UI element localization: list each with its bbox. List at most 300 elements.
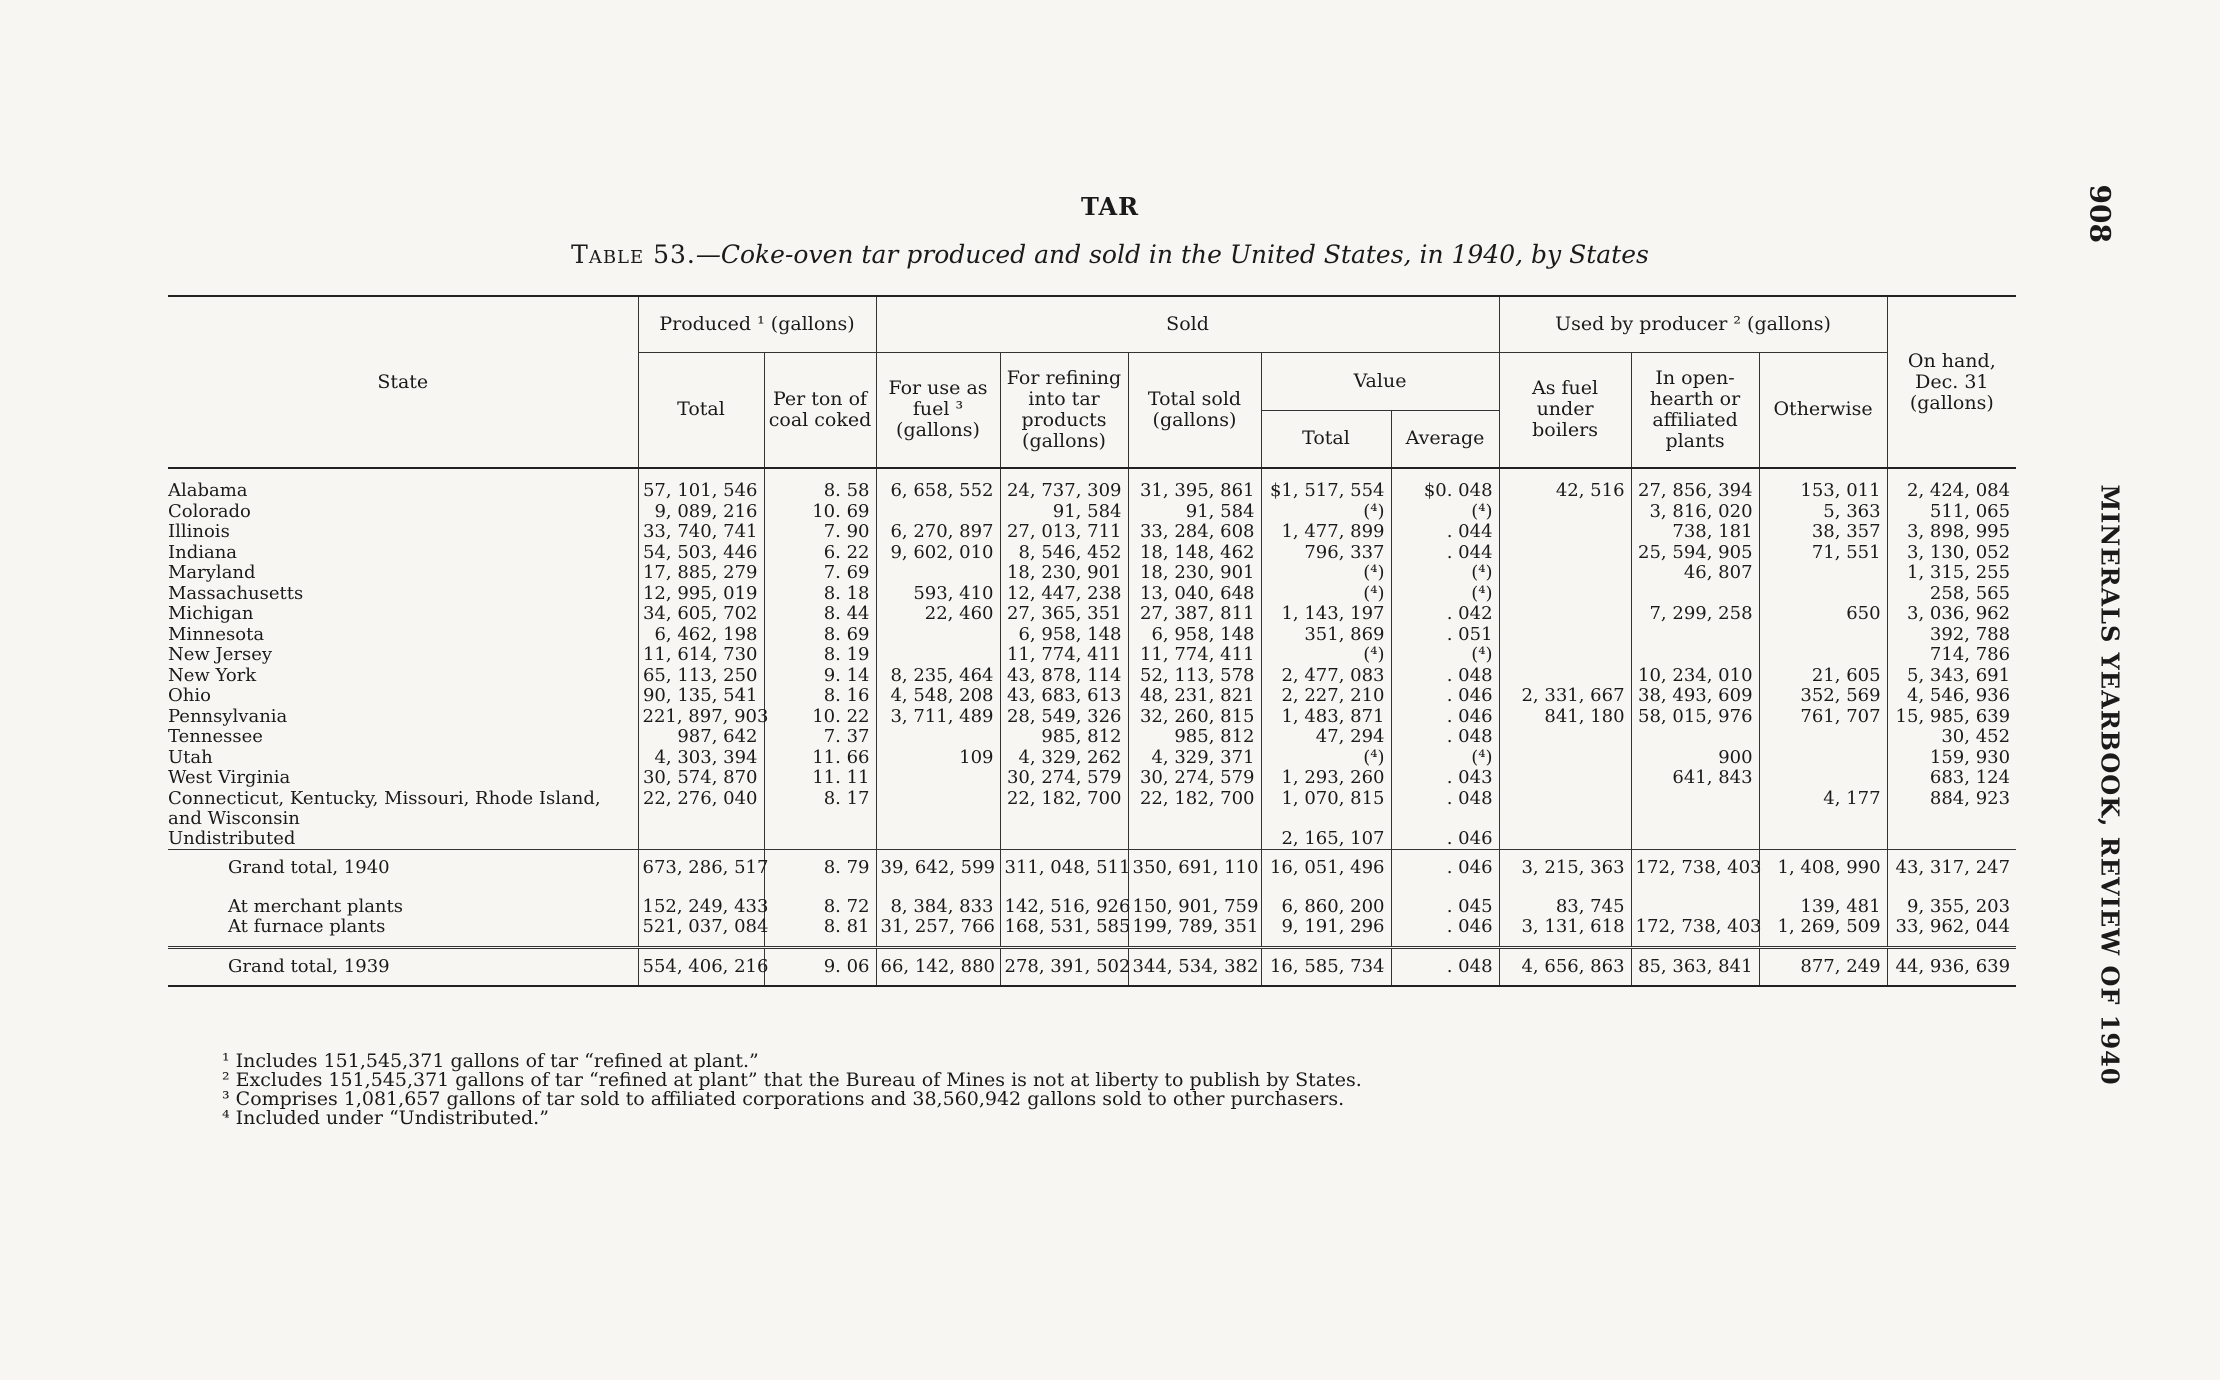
state-cell: Tennessee <box>168 727 263 747</box>
cell-open-hearth: 46, 807 <box>1631 563 1759 584</box>
header-for-fuel: For use as fuel ³ (gallons) <box>876 352 1000 468</box>
cell-fuel <box>876 645 1000 666</box>
state-cell: Ohio <box>168 686 211 706</box>
cell-as-fuel: 42, 516 <box>1499 468 1631 502</box>
cell-per-ton: 7. 37 <box>764 727 876 748</box>
running-title: MINERALS YEARBOOK, REVIEW OF 1940 <box>2095 484 2125 1086</box>
cell-otherwise: 38, 357 <box>1759 522 1887 543</box>
table-container <box>168 295 2016 987</box>
header-value-total: Total <box>1261 410 1391 468</box>
header-as-fuel: As fuel under boilers <box>1499 352 1631 468</box>
table-row <box>168 707 2016 728</box>
cell-otherwise <box>1759 645 1887 666</box>
table-row <box>168 686 2016 707</box>
cell-total-sold: 22, 182, 700 <box>1128 789 1261 829</box>
cell-as-fuel <box>1499 543 1631 564</box>
cell-refining: 27, 013, 711 <box>1000 522 1128 543</box>
state-cell: At furnace plants <box>228 917 386 937</box>
cell-value-total: 1, 143, 197 <box>1261 604 1391 625</box>
cell-fuel: 8, 235, 464 <box>876 666 1000 687</box>
cell-on-hand: 3, 130, 052 <box>1887 543 2016 564</box>
cell-refining: 12, 447, 238 <box>1000 584 1128 605</box>
cell-refining: 311, 048, 511 <box>1000 850 1128 887</box>
cell-open-hearth: 38, 493, 609 <box>1631 686 1759 707</box>
table-row <box>168 768 2016 789</box>
cell-open-hearth: 85, 363, 841 <box>1631 947 1759 986</box>
cell-value-total: 2, 227, 210 <box>1261 686 1391 707</box>
cell-value-average: . 045 <box>1391 887 1499 918</box>
header-per-ton: Per ton of coal coked <box>764 352 876 468</box>
cell-on-hand: 33, 962, 044 <box>1887 917 2016 947</box>
table-row <box>168 563 2016 584</box>
cell-refining: 8, 546, 452 <box>1000 543 1128 564</box>
cell-total: 6, 462, 198 <box>638 625 764 646</box>
cell-value-average: . 046 <box>1391 686 1499 707</box>
cell-value-average: . 042 <box>1391 604 1499 625</box>
cell-otherwise <box>1759 727 1887 748</box>
cell-as-fuel: 841, 180 <box>1499 707 1631 728</box>
state-cell: Maryland <box>168 563 256 583</box>
cell-on-hand: 884, 923 <box>1887 789 2016 829</box>
cell-value-total: 1, 483, 871 <box>1261 707 1391 728</box>
header-used-by-producer: Used by producer ² (gallons) <box>1499 296 1887 352</box>
cell-as-fuel <box>1499 789 1631 829</box>
cell-on-hand: 3, 036, 962 <box>1887 604 2016 625</box>
cell-fuel <box>876 789 1000 829</box>
cell-as-fuel: 2, 331, 667 <box>1499 686 1631 707</box>
cell-per-ton: 11. 66 <box>764 748 876 769</box>
cell-total-sold: 344, 534, 382 <box>1128 947 1261 986</box>
cell-otherwise: 4, 177 <box>1759 789 1887 829</box>
cell-per-ton: 9. 14 <box>764 666 876 687</box>
cell-open-hearth <box>1631 625 1759 646</box>
cell-value-total: 2, 165, 107 <box>1261 829 1391 850</box>
cell-as-fuel <box>1499 748 1631 769</box>
state-cell: Connecticut, Kentucky, Missouri, Rhode Island, and Wisconsin <box>168 788 601 829</box>
cell-total: 90, 135, 541 <box>638 686 764 707</box>
cell-on-hand: 44, 936, 639 <box>1887 947 2016 986</box>
cell-fuel <box>876 563 1000 584</box>
cell-on-hand: 258, 565 <box>1887 584 2016 605</box>
page-header: TAR <box>1080 192 1140 221</box>
footnote-1: ¹ Includes 151,545,371 gallons of tar “refined at plant.” <box>222 1050 759 1072</box>
cell-total: 4, 303, 394 <box>638 748 764 769</box>
cell-otherwise <box>1759 748 1887 769</box>
state-cell: At merchant plants <box>228 895 403 917</box>
cell-fuel <box>876 768 1000 789</box>
cell-total: 673, 286, 517 <box>638 850 764 887</box>
cell-value-average: $0. 048 <box>1391 468 1499 502</box>
cell-fuel <box>876 727 1000 748</box>
cell-value-average: . 046 <box>1391 829 1499 850</box>
state-cell: Indiana <box>168 542 238 563</box>
cell-value-average: (⁴) <box>1391 502 1499 523</box>
cell-refining: 24, 737, 309 <box>1000 468 1128 502</box>
cell-per-ton: 8. 58 <box>764 468 876 502</box>
cell-total: 11, 614, 730 <box>638 645 764 666</box>
cell-total-sold: 4, 329, 371 <box>1128 748 1261 769</box>
cell-per-ton <box>764 829 876 850</box>
cell-total-sold <box>1128 829 1261 850</box>
cell-on-hand: 15, 985, 639 <box>1887 707 2016 728</box>
cell-fuel: 6, 658, 552 <box>876 468 1000 502</box>
cell-open-hearth <box>1631 645 1759 666</box>
cell-on-hand <box>1887 829 2016 850</box>
cell-total: 34, 605, 702 <box>638 604 764 625</box>
cell-per-ton: 8. 69 <box>764 625 876 646</box>
state-cell: Alabama <box>168 480 248 501</box>
footnote-4: ⁴ Included under “Undistributed.” <box>222 1107 549 1129</box>
cell-total: 57, 101, 546 <box>638 468 764 502</box>
merchant-plants-row <box>168 887 2016 918</box>
table-row <box>168 584 2016 605</box>
cell-per-ton: 10. 22 <box>764 707 876 728</box>
cell-otherwise <box>1759 563 1887 584</box>
grand-total-1940-row <box>168 850 2016 887</box>
cell-open-hearth: 7, 299, 258 <box>1631 604 1759 625</box>
cell-open-hearth <box>1631 887 1759 918</box>
cell-open-hearth: 900 <box>1631 748 1759 769</box>
cell-total-sold: 48, 231, 821 <box>1128 686 1261 707</box>
cell-as-fuel <box>1499 727 1631 748</box>
cell-value-total: 2, 477, 083 <box>1261 666 1391 687</box>
cell-fuel: 22, 460 <box>876 604 1000 625</box>
cell-total-sold: 13, 040, 648 <box>1128 584 1261 605</box>
cell-as-fuel <box>1499 563 1631 584</box>
cell-value-total: (⁴) <box>1261 645 1391 666</box>
cell-value-average: . 046 <box>1391 850 1499 887</box>
cell-value-average: . 048 <box>1391 789 1499 829</box>
cell-total-sold: 985, 812 <box>1128 727 1261 748</box>
cell-otherwise: 5, 363 <box>1759 502 1887 523</box>
cell-value-total: 6, 860, 200 <box>1261 887 1391 918</box>
cell-otherwise: 71, 551 <box>1759 543 1887 564</box>
cell-total: 17, 885, 279 <box>638 563 764 584</box>
table-row <box>168 829 2016 850</box>
cell-value-total: 9, 191, 296 <box>1261 917 1391 947</box>
cell-per-ton: 8. 81 <box>764 917 876 947</box>
cell-value-average: . 046 <box>1391 707 1499 728</box>
cell-total-sold: 350, 691, 110 <box>1128 850 1261 887</box>
header-produced: Produced ¹ (gallons) <box>638 296 876 352</box>
table-row <box>168 468 2016 502</box>
cell-open-hearth <box>1631 727 1759 748</box>
furnace-plants-row <box>168 917 2016 947</box>
cell-otherwise: 650 <box>1759 604 1887 625</box>
cell-value-average: . 048 <box>1391 947 1499 986</box>
cell-otherwise: 1, 408, 990 <box>1759 850 1887 887</box>
table-row <box>168 748 2016 769</box>
cell-fuel: 39, 642, 599 <box>876 850 1000 887</box>
state-cell: Minnesota <box>168 624 265 645</box>
cell-as-fuel <box>1499 604 1631 625</box>
table-caption <box>0 240 2220 269</box>
cell-otherwise <box>1759 829 1887 850</box>
cell-open-hearth <box>1631 584 1759 605</box>
cell-fuel: 8, 384, 833 <box>876 887 1000 918</box>
cell-value-total: 1, 293, 260 <box>1261 768 1391 789</box>
cell-fuel: 4, 548, 208 <box>876 686 1000 707</box>
cell-on-hand: 392, 788 <box>1887 625 2016 646</box>
cell-value-average: . 051 <box>1391 625 1499 646</box>
cell-refining: 6, 958, 148 <box>1000 625 1128 646</box>
cell-fuel <box>876 829 1000 850</box>
cell-otherwise: 761, 707 <box>1759 707 1887 728</box>
header-value: Value <box>1261 352 1499 410</box>
state-cell: Colorado <box>168 501 251 522</box>
cell-value-average: (⁴) <box>1391 645 1499 666</box>
cell-per-ton: 8. 17 <box>764 789 876 829</box>
cell-total: 221, 897, 903 <box>638 707 764 728</box>
cell-on-hand: 714, 786 <box>1887 645 2016 666</box>
header-produced-total: Total <box>638 352 764 468</box>
cell-open-hearth <box>1631 829 1759 850</box>
cell-total: 12, 995, 019 <box>638 584 764 605</box>
cell-as-fuel: 3, 215, 363 <box>1499 850 1631 887</box>
cell-value-average: . 043 <box>1391 768 1499 789</box>
state-cell: Illinois <box>168 522 230 542</box>
cell-total-sold: 18, 230, 901 <box>1128 563 1261 584</box>
cell-total-sold: 31, 395, 861 <box>1128 468 1261 502</box>
cell-as-fuel <box>1499 502 1631 523</box>
state-cell: Pennsylvania <box>168 706 288 727</box>
header-state: State <box>168 296 638 468</box>
table-row <box>168 604 2016 625</box>
table-body <box>168 468 2016 986</box>
cell-on-hand: 9, 355, 203 <box>1887 887 2016 918</box>
cell-total <box>638 829 764 850</box>
cell-open-hearth: 3, 816, 020 <box>1631 502 1759 523</box>
table-row <box>168 645 2016 666</box>
cell-total-sold: 6, 958, 148 <box>1128 625 1261 646</box>
cell-otherwise <box>1759 584 1887 605</box>
cell-fuel: 31, 257, 766 <box>876 917 1000 947</box>
header-on-hand: On hand, Dec. 31 (gallons) <box>1887 296 2016 468</box>
cell-total: 33, 740, 741 <box>638 522 764 543</box>
header-otherwise: Otherwise <box>1759 352 1887 468</box>
coke-oven-tar-table <box>168 295 2016 987</box>
header-value-average: Average <box>1391 410 1499 468</box>
cell-per-ton: 10. 69 <box>764 502 876 523</box>
footnote-3: ³ Comprises 1,081,657 gallons of tar sold to affiliated corporations and 38,560,942 gallons sold to other purchasers. <box>222 1088 1345 1110</box>
cell-total-sold: 27, 387, 811 <box>1128 604 1261 625</box>
cell-otherwise: 877, 249 <box>1759 947 1887 986</box>
cell-fuel: 6, 270, 897 <box>876 522 1000 543</box>
cell-refining: 30, 274, 579 <box>1000 768 1128 789</box>
cell-as-fuel <box>1499 768 1631 789</box>
cell-value-total: (⁴) <box>1261 563 1391 584</box>
cell-total: 152, 249, 433 <box>638 887 764 918</box>
cell-total-sold: 33, 284, 608 <box>1128 522 1261 543</box>
cell-open-hearth: 738, 181 <box>1631 522 1759 543</box>
cell-value-average: . 048 <box>1391 666 1499 687</box>
state-cell: Grand total, 1940 <box>168 850 638 887</box>
cell-open-hearth: 25, 594, 905 <box>1631 543 1759 564</box>
cell-on-hand: 30, 452 <box>1887 727 2016 748</box>
cell-total-sold: 30, 274, 579 <box>1128 768 1261 789</box>
cell-open-hearth <box>1631 789 1759 829</box>
cell-total: 9, 089, 216 <box>638 502 764 523</box>
cell-value-average: . 046 <box>1391 917 1499 947</box>
cell-refining: 168, 531, 585 <box>1000 917 1128 947</box>
cell-refining: 985, 812 <box>1000 727 1128 748</box>
table-row <box>168 789 2016 829</box>
cell-value-total: 16, 585, 734 <box>1261 947 1391 986</box>
cell-refining: 278, 391, 502 <box>1000 947 1128 986</box>
cell-on-hand: 2, 424, 084 <box>1887 468 2016 502</box>
state-cell: New York <box>168 665 257 686</box>
cell-value-total: 796, 337 <box>1261 543 1391 564</box>
cell-total: 554, 406, 216 <box>638 947 764 986</box>
footnote-2: ² Excludes 151,545,371 gallons of tar “refined at plant” that the Bureau of Mines is not at liberty to publish by States. <box>222 1069 1362 1091</box>
cell-total-sold: 11, 774, 411 <box>1128 645 1261 666</box>
table-row <box>168 727 2016 748</box>
cell-per-ton: 11. 11 <box>764 768 876 789</box>
cell-refining: 11, 774, 411 <box>1000 645 1128 666</box>
cell-as-fuel <box>1499 625 1631 646</box>
cell-on-hand: 43, 317, 247 <box>1887 850 2016 887</box>
cell-as-fuel <box>1499 584 1631 605</box>
cell-value-total: 1, 070, 815 <box>1261 789 1391 829</box>
table-label: Table 53. <box>571 240 696 269</box>
cell-value-average: . 044 <box>1391 543 1499 564</box>
cell-total: 65, 113, 250 <box>638 666 764 687</box>
cell-open-hearth: 641, 843 <box>1631 768 1759 789</box>
cell-value-total: (⁴) <box>1261 502 1391 523</box>
cell-total-sold: 199, 789, 351 <box>1128 917 1261 947</box>
cell-open-hearth: 172, 738, 403 <box>1631 917 1759 947</box>
cell-total: 987, 642 <box>638 727 764 748</box>
cell-refining: 4, 329, 262 <box>1000 748 1128 769</box>
cell-otherwise <box>1759 625 1887 646</box>
page-number: 908 <box>2083 184 2117 243</box>
cell-open-hearth: 58, 015, 976 <box>1631 707 1759 728</box>
cell-total-sold: 18, 148, 462 <box>1128 543 1261 564</box>
cell-otherwise: 21, 605 <box>1759 666 1887 687</box>
header-total-sold: Total sold (gallons) <box>1128 352 1261 468</box>
state-cell: West Virginia <box>168 768 291 788</box>
cell-otherwise: 1, 269, 509 <box>1759 917 1887 947</box>
cell-total: 54, 503, 446 <box>638 543 764 564</box>
cell-as-fuel <box>1499 829 1631 850</box>
cell-open-hearth: 10, 234, 010 <box>1631 666 1759 687</box>
cell-per-ton: 6. 22 <box>764 543 876 564</box>
cell-per-ton: 7. 90 <box>764 522 876 543</box>
state-cell: Undistributed <box>168 828 296 849</box>
cell-on-hand: 3, 898, 995 <box>1887 522 2016 543</box>
cell-refining: 91, 584 <box>1000 502 1128 523</box>
cell-value-average: (⁴) <box>1391 584 1499 605</box>
cell-refining: 18, 230, 901 <box>1000 563 1128 584</box>
cell-value-total: (⁴) <box>1261 748 1391 769</box>
cell-per-ton: 8. 18 <box>764 584 876 605</box>
cell-per-ton: 8. 44 <box>764 604 876 625</box>
cell-total-sold: 52, 113, 578 <box>1128 666 1261 687</box>
cell-value-average: (⁴) <box>1391 563 1499 584</box>
cell-as-fuel <box>1499 666 1631 687</box>
cell-per-ton: 8. 79 <box>764 850 876 887</box>
grand-total-1939-row <box>168 947 2016 986</box>
cell-refining: 43, 878, 114 <box>1000 666 1128 687</box>
table-row <box>168 522 2016 543</box>
cell-otherwise: 153, 011 <box>1759 468 1887 502</box>
cell-fuel: 109 <box>876 748 1000 769</box>
state-cell: Michigan <box>168 604 254 624</box>
cell-per-ton: 8. 72 <box>764 887 876 918</box>
cell-refining: 27, 365, 351 <box>1000 604 1128 625</box>
cell-as-fuel: 83, 745 <box>1499 887 1631 918</box>
cell-otherwise: 352, 569 <box>1759 686 1887 707</box>
cell-on-hand: 1, 315, 255 <box>1887 563 2016 584</box>
cell-on-hand: 511, 065 <box>1887 502 2016 523</box>
header-sold: Sold <box>876 296 1499 352</box>
header-open-hearth: In open-hearth or affiliated plants <box>1631 352 1759 468</box>
footnotes <box>222 1052 1362 1128</box>
cell-fuel <box>876 502 1000 523</box>
cell-per-ton: 7. 69 <box>764 563 876 584</box>
cell-otherwise: 139, 481 <box>1759 887 1887 918</box>
table-row <box>168 502 2016 523</box>
cell-value-average: (⁴) <box>1391 748 1499 769</box>
cell-refining: 28, 549, 326 <box>1000 707 1128 728</box>
cell-value-total: 16, 051, 496 <box>1261 850 1391 887</box>
cell-total: 30, 574, 870 <box>638 768 764 789</box>
cell-open-hearth: 27, 856, 394 <box>1631 468 1759 502</box>
state-cell: New Jersey <box>168 645 273 665</box>
cell-fuel <box>876 625 1000 646</box>
cell-value-total: (⁴) <box>1261 584 1391 605</box>
cell-per-ton: 9. 06 <box>764 947 876 986</box>
cell-value-total: 47, 294 <box>1261 727 1391 748</box>
cell-refining <box>1000 829 1128 850</box>
cell-on-hand: 4, 546, 936 <box>1887 686 2016 707</box>
cell-fuel: 3, 711, 489 <box>876 707 1000 728</box>
cell-as-fuel <box>1499 522 1631 543</box>
cell-value-average: . 048 <box>1391 727 1499 748</box>
table-row <box>168 543 2016 564</box>
cell-per-ton: 8. 16 <box>764 686 876 707</box>
cell-refining: 142, 516, 926 <box>1000 887 1128 918</box>
state-cell: Grand total, 1939 <box>168 947 638 986</box>
cell-as-fuel: 3, 131, 618 <box>1499 917 1631 947</box>
cell-refining: 22, 182, 700 <box>1000 789 1128 829</box>
cell-per-ton: 8. 19 <box>764 645 876 666</box>
state-cell: Utah <box>168 747 213 768</box>
cell-value-average: . 044 <box>1391 522 1499 543</box>
cell-refining: 43, 683, 613 <box>1000 686 1128 707</box>
cell-value-total: 1, 477, 899 <box>1261 522 1391 543</box>
cell-fuel: 593, 410 <box>876 584 1000 605</box>
table-title: —Coke-oven tar produced and sold in the United States, in 1940, by States <box>695 240 1649 269</box>
cell-fuel: 9, 602, 010 <box>876 543 1000 564</box>
cell-total: 521, 037, 084 <box>638 917 764 947</box>
cell-on-hand: 683, 124 <box>1887 768 2016 789</box>
cell-total-sold: 150, 901, 759 <box>1128 887 1261 918</box>
cell-on-hand: 159, 930 <box>1887 748 2016 769</box>
cell-total-sold: 32, 260, 815 <box>1128 707 1261 728</box>
cell-otherwise <box>1759 768 1887 789</box>
table-row <box>168 625 2016 646</box>
cell-value-total: $1, 517, 554 <box>1261 468 1391 502</box>
table-row <box>168 666 2016 687</box>
header-for-refining: For refining into tar products (gallons) <box>1000 352 1128 468</box>
cell-on-hand: 5, 343, 691 <box>1887 666 2016 687</box>
cell-as-fuel: 4, 656, 863 <box>1499 947 1631 986</box>
cell-fuel: 66, 142, 880 <box>876 947 1000 986</box>
cell-open-hearth: 172, 738, 403 <box>1631 850 1759 887</box>
cell-total: 22, 276, 040 <box>638 789 764 829</box>
cell-as-fuel <box>1499 645 1631 666</box>
